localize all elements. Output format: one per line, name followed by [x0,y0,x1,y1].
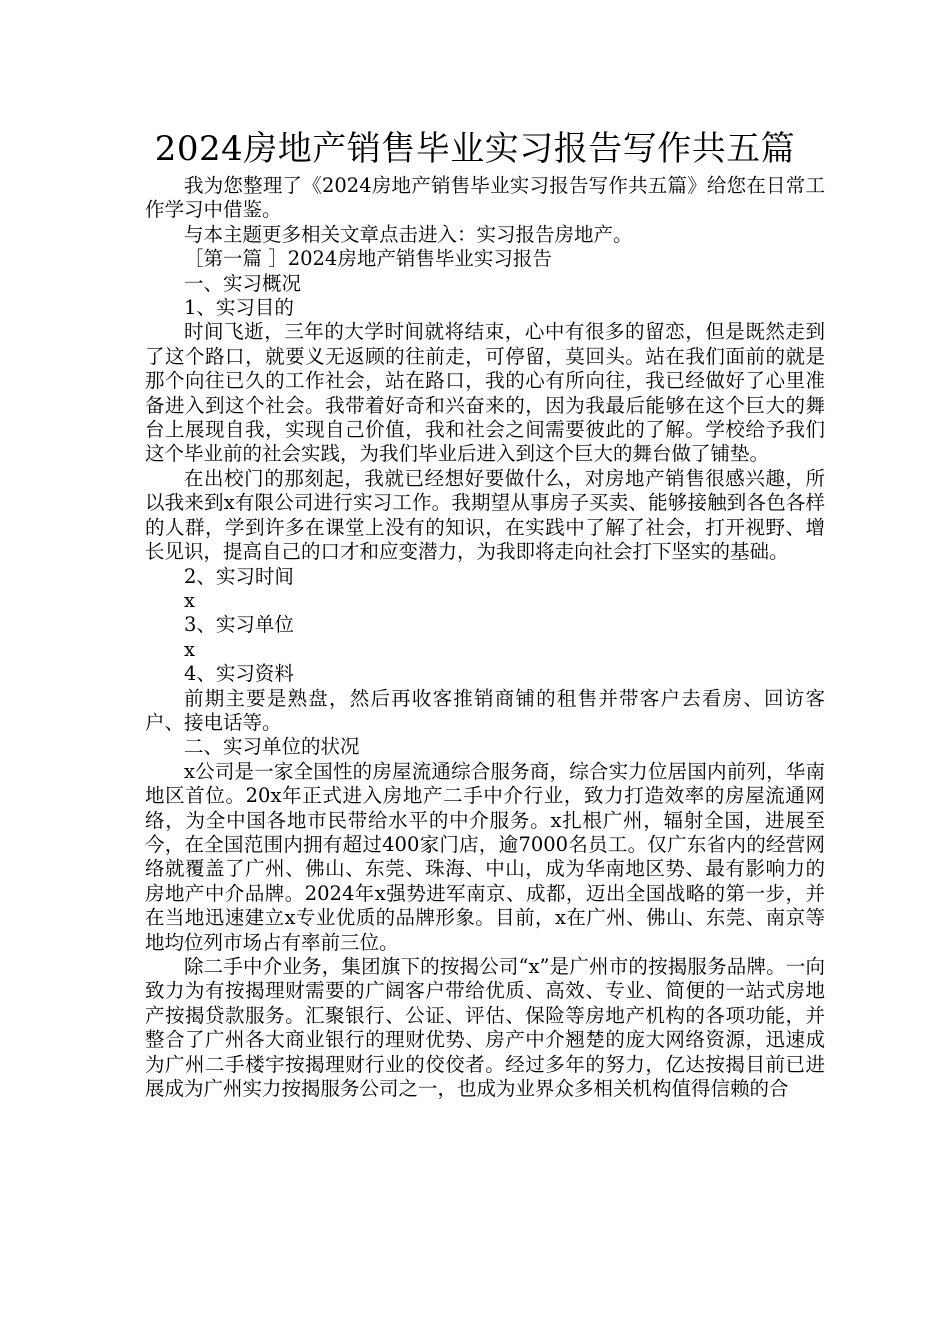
body-paragraph: 在出校门的那刻起，我就已经想好要做什么，对房地产销售很感兴趣，所以我来到x有限公司进行实习工作。我期望从事房子买卖、能够接触到各色各样的人群，学到许多在课堂上没有的知识，在实践中了解了社会，打开视野、增长见识，提高自己的口才和应变潜力，为我即将走向社会打下坚实的基础。 [145,466,825,564]
body-paragraph: 除二手中介业务，集团旗下的按揭公司“x”是广州市的按揭服务品牌。一向致力为有按揭理财需要的广阔客户带给优质、高效、专业、简便的一站式房地产按揭贷款服务。汇聚银行、公证、评估、保险等房地产机构的各项功能，并整合了广州各大商业银行的理财优势、房产中介翘楚的庞大网络资源，迅速成为广州二手楼宇按揭理财行业的佼佼者。经过多年的努力，亿达按揭目前已进展成为广州实力按揭服务公司之一，也成为业界众多相关机构值得信赖的合 [145,955,825,1101]
subsection-heading: 1、实习目的 [184,296,294,320]
section-heading: 一、实习概况 [184,271,302,295]
related-link-paragraph: 与本主题更多相关文章点击进入：实习报告房地产。 [184,222,633,246]
subsection-heading: 4、实习资料 [184,662,294,686]
body-paragraph: x公司是一家全国性的房屋流通综合服务商，综合实力位居国内前列，华南地区首位。20x年正式进入房地产二手中介行业，致力打造效率的房屋流通网络，为全中国各地市民带给水平的中介服务。x扎根广州，辐射全国，进展至今，在全国范围内拥有超过400家门店，逾7000名员工。仅广东省内的经营网络就覆盖了广州、佛山、东莞、珠海、中山，成为华南地区势、最有影响力的房地产中介品牌。2024年x强势进军南京、成都，迈出全国战略的第一步，并在当地迅速建立x专业优质的品牌形象。目前，x在广州、佛山、东莞、南京等地均位列市场占有率前三位。 [145,759,825,954]
body-paragraph: 前期主要是熟盘，然后再收客推销商铺的租售并带客户去看房、回访客户、接电话等。 [145,686,825,734]
intro-paragraph: 我为您整理了《2024房地产销售毕业实习报告写作共五篇》给您在日常工作学习中借鉴。 [145,174,825,222]
body-paragraph: x [184,588,195,612]
subsection-heading: 2、实习时间 [184,564,294,588]
section-heading: 二、实习单位的状况 [184,735,360,759]
body-paragraph: 时间飞逝，三年的大学时间就将结束，心中有很多的留恋，但是既然走到了这个路口，就要义无返顾的往前走，可停留，莫回头。站在我们面前的就是那个向往已久的工作社会，站在路口，我的心有所向往，我已经做好了心里准备进入到这个社会。我带着好奇和兴奋来的，因为我最后能够在这个巨大的舞台上展现自我，实现自己价值，我和社会之间需要彼此的了解。学校给予我们这个毕业前的社会实践，为我们毕业后进入到这个巨大的舞台做了铺垫。 [145,320,825,466]
subsection-heading: 3、实习单位 [184,613,294,637]
body-paragraph: x [184,637,195,661]
document-title: 2024房地产销售毕业实习报告写作共五篇 [154,129,796,169]
section-heading: ［第一篇 ］2024房地产销售毕业实习报告 [184,247,552,271]
document-body [145,174,825,1101]
